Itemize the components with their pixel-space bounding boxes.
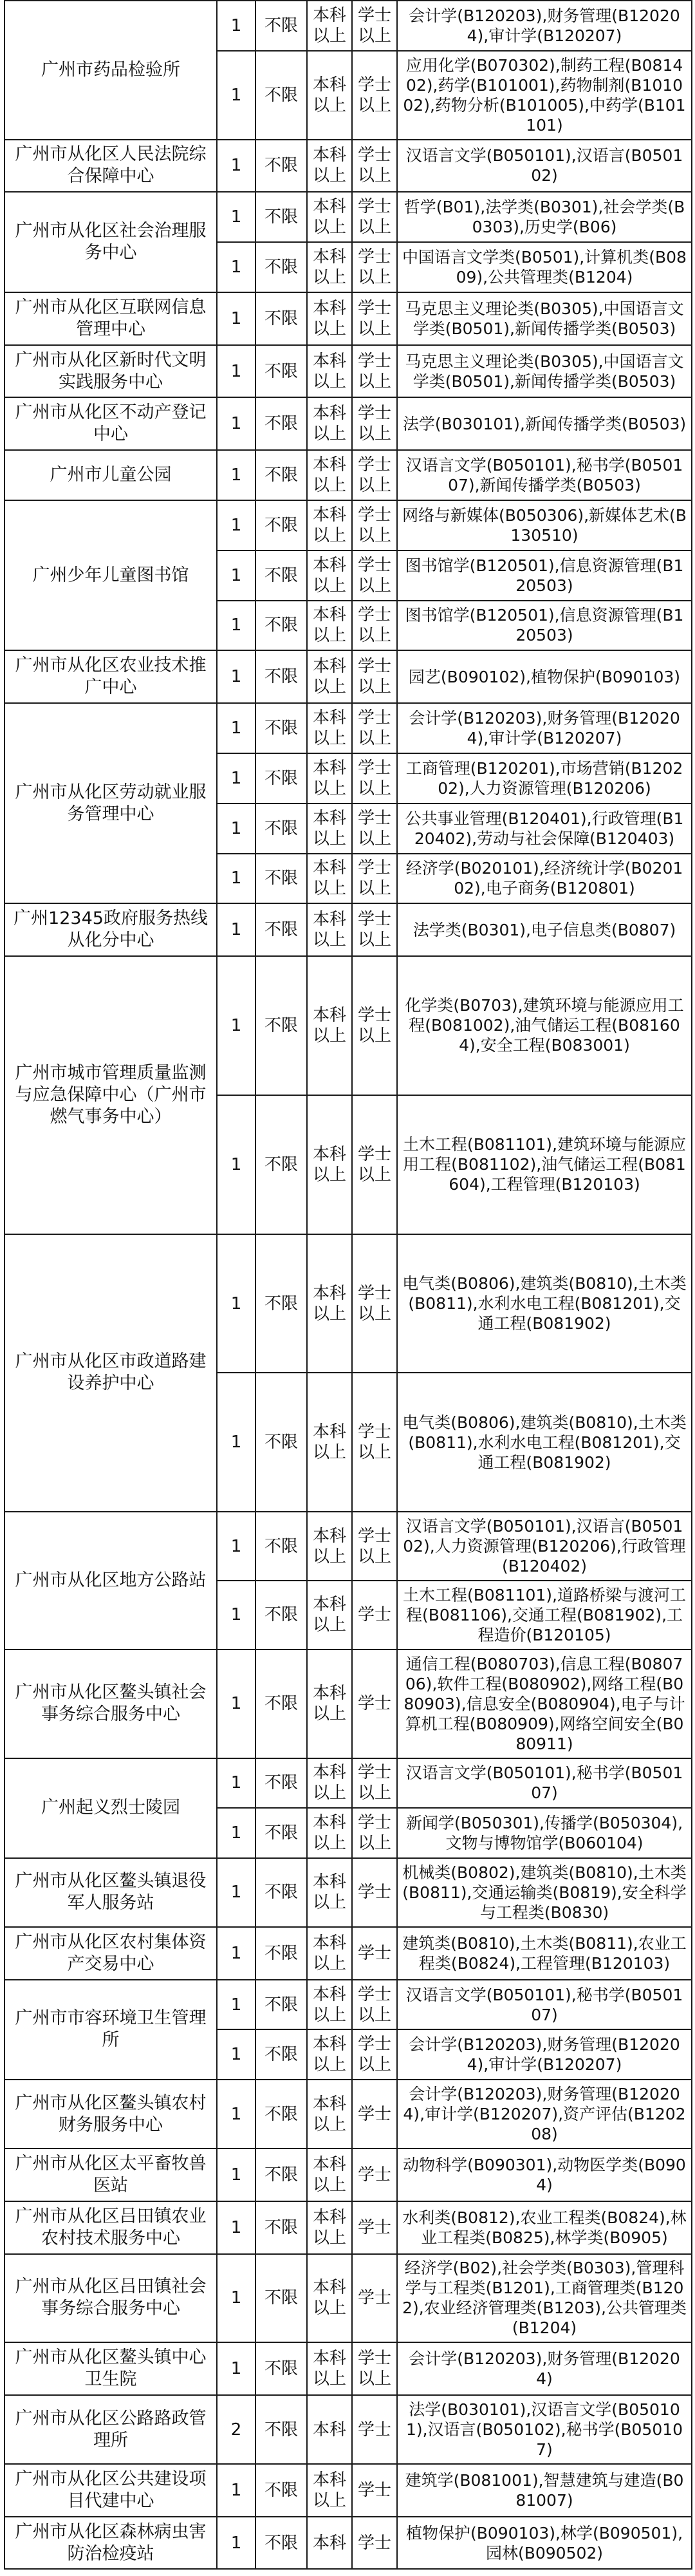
degree-cell: 学士 xyxy=(352,2148,397,2201)
org-name-cell: 广州市从化区不动产登记中心 xyxy=(5,397,217,450)
table-row xyxy=(5,450,692,500)
education-cell: 本科以上 xyxy=(307,1980,352,2030)
age-cell: 不限 xyxy=(255,753,307,804)
education-cell: 本科以上 xyxy=(307,703,352,753)
major-cell: 工商管理(B120201),市场营销(B120202),人力资源管理(B120206) xyxy=(397,753,692,804)
degree-cell: 学士以上 xyxy=(352,1234,397,1373)
quota-cell: 1 xyxy=(217,397,255,450)
quota-cell: 1 xyxy=(217,140,255,193)
age-cell: 不限 xyxy=(255,450,307,500)
degree-cell: 学士以上 xyxy=(352,753,397,804)
quota-cell: 1 xyxy=(217,703,255,753)
major-cell: 化学类(B0703),建筑环境与能源应用工程(B081002),油气储运工程(B081604),安全工程(B083001) xyxy=(397,956,692,1095)
education-cell: 本科以上 xyxy=(307,1373,352,1512)
quota-cell: 1 xyxy=(217,2342,255,2395)
table-row xyxy=(5,903,692,956)
major-cell: 经济学(B02),社会学类(B0303),管理科学与工程类(B1201),工商管理类(B1202),农业经济管理类(B1203),公共管理类(B1204) xyxy=(397,2254,692,2343)
degree-cell: 学士以上 xyxy=(352,397,397,450)
org-name-cell: 广州市从化区劳动就业服务管理中心 xyxy=(5,703,217,903)
education-cell: 本科以上 xyxy=(307,192,352,242)
degree-cell: 学士以上 xyxy=(352,1095,397,1234)
quota-cell: 2 xyxy=(217,2395,255,2464)
org-name-cell: 广州市从化区森林病虫害防治检疫站 xyxy=(5,2517,217,2570)
degree-cell: 学士以上 xyxy=(352,650,397,703)
education-cell: 本科以上 xyxy=(307,242,352,292)
major-cell: 通信工程(B080703),信息工程(B080706),软件工程(B080902),网络工程(B080903),信息安全(B080904),电子与计算机工程(B080909),网络空间安全(B080911) xyxy=(397,1650,692,1758)
table-row xyxy=(5,2342,692,2395)
age-cell: 不限 xyxy=(255,2029,307,2080)
table-row xyxy=(5,1650,692,1758)
table-row xyxy=(5,140,692,193)
quota-cell: 1 xyxy=(217,345,255,398)
table-row xyxy=(5,1234,692,1373)
org-name-cell: 广州市从化区社会治理服务中心 xyxy=(5,192,217,292)
quota-cell: 1 xyxy=(217,192,255,242)
org-name-cell: 广州市市容环境卫生管理所 xyxy=(5,1980,217,2080)
table-row xyxy=(5,500,692,550)
quota-cell: 1 xyxy=(217,1373,255,1512)
major-cell: 经济学(B020101),经济统计学(B020102),电子商务(B120801) xyxy=(397,854,692,904)
major-cell: 会计学(B120203),财务管理(B120204) xyxy=(397,2342,692,2395)
org-name-cell: 广州市从化区互联网信息管理中心 xyxy=(5,292,217,345)
degree-cell: 学士 xyxy=(352,2080,397,2148)
quota-cell: 1 xyxy=(217,1581,255,1650)
degree-cell: 学士 xyxy=(352,2517,397,2570)
quota-cell: 1 xyxy=(217,2254,255,2343)
org-name-cell: 广州市从化区吕田镇社会事务综合服务中心 xyxy=(5,2254,217,2343)
quota-cell: 1 xyxy=(217,500,255,550)
age-cell: 不限 xyxy=(255,2080,307,2148)
major-cell: 法学(B030101),汉语言文学(B050101),汉语言(B050102),秘书学(B050107) xyxy=(397,2395,692,2464)
table-row xyxy=(5,397,692,450)
table-row xyxy=(5,192,692,242)
degree-cell: 学士 xyxy=(352,1650,397,1758)
age-cell: 不限 xyxy=(255,1373,307,1512)
degree-cell: 学士以上 xyxy=(352,1808,397,1858)
education-cell: 本科以上 xyxy=(307,903,352,956)
quota-cell: 1 xyxy=(217,1808,255,1858)
org-name-cell: 广州市从化区人民法院综合保障中心 xyxy=(5,140,217,193)
table-row xyxy=(5,1927,692,1980)
org-name-cell: 广州市从化区农业技术推广中心 xyxy=(5,650,217,703)
major-cell: 公共事业管理(B120401),行政管理(B120402),劳动与社会保障(B120403) xyxy=(397,804,692,854)
degree-cell: 学士以上 xyxy=(352,192,397,242)
major-cell: 会计学(B120203),财务管理(B120204),审计学(B120207) xyxy=(397,2029,692,2080)
degree-cell: 学士以上 xyxy=(352,1512,397,1581)
quota-cell: 1 xyxy=(217,903,255,956)
age-cell: 不限 xyxy=(255,550,307,601)
major-cell: 会计学(B120203),财务管理(B120204),审计学(B120207) xyxy=(397,1,692,51)
age-cell: 不限 xyxy=(255,1095,307,1234)
age-cell: 不限 xyxy=(255,1758,307,1809)
quota-cell: 1 xyxy=(217,1650,255,1758)
education-cell: 本科以上 xyxy=(307,292,352,345)
education-cell: 本科以上 xyxy=(307,1095,352,1234)
major-cell: 法学(B030101),新闻传播学类(B0503) xyxy=(397,397,692,450)
org-name-cell: 广州市从化区地方公路站 xyxy=(5,1512,217,1650)
org-name-cell: 广州市从化区太平畜牧兽医站 xyxy=(5,2148,217,2201)
major-cell: 电气类(B0806),建筑类(B0810),土木类(B0811),水利水电工程(B081201),交通工程(B081902) xyxy=(397,1373,692,1512)
quota-cell: 1 xyxy=(217,1858,255,1927)
degree-cell: 学士以上 xyxy=(352,345,397,398)
degree-cell: 学士 xyxy=(352,1581,397,1650)
quota-cell: 1 xyxy=(217,650,255,703)
degree-cell: 学士以上 xyxy=(352,956,397,1095)
education-cell: 本科以上 xyxy=(307,2029,352,2080)
age-cell: 不限 xyxy=(255,903,307,956)
quota-cell: 1 xyxy=(217,1758,255,1809)
age-cell: 不限 xyxy=(255,292,307,345)
degree-cell: 学士以上 xyxy=(352,292,397,345)
major-cell: 马克思主义理论类(B0305),中国语言文学类(B0501),新闻传播学类(B0503) xyxy=(397,345,692,398)
degree-cell: 学士以上 xyxy=(352,1980,397,2030)
age-cell: 不限 xyxy=(255,1650,307,1758)
education-cell: 本科以上 xyxy=(307,2080,352,2148)
degree-cell: 学士以上 xyxy=(352,804,397,854)
degree-cell: 学士以上 xyxy=(352,703,397,753)
major-cell: 网络与新媒体(B050306),新媒体艺术(B130510) xyxy=(397,500,692,550)
major-cell: 法学类(B0301),电子信息类(B0807) xyxy=(397,903,692,956)
education-cell: 本科以上 xyxy=(307,345,352,398)
degree-cell: 学士 xyxy=(352,2254,397,2343)
age-cell: 不限 xyxy=(255,51,307,140)
quota-cell: 1 xyxy=(217,956,255,1095)
degree-cell: 学士以上 xyxy=(352,550,397,601)
quota-cell: 1 xyxy=(217,2148,255,2201)
quota-cell: 1 xyxy=(217,1,255,51)
table-row xyxy=(5,2254,692,2343)
education-cell: 本科以上 xyxy=(307,500,352,550)
age-cell: 不限 xyxy=(255,2517,307,2570)
education-cell: 本科以上 xyxy=(307,1650,352,1758)
quota-cell: 1 xyxy=(217,242,255,292)
education-cell: 本科以上 xyxy=(307,550,352,601)
major-cell: 电气类(B0806),建筑类(B0810),土木类(B0811),水利水电工程(B081201),交通工程(B081902) xyxy=(397,1234,692,1373)
org-name-cell: 广州市从化区鳌头镇中心卫生院 xyxy=(5,2342,217,2395)
age-cell: 不限 xyxy=(255,192,307,242)
org-name-cell: 广州市从化区市政道路建设养护中心 xyxy=(5,1234,217,1512)
quota-cell: 1 xyxy=(217,804,255,854)
education-cell: 本科以上 xyxy=(307,397,352,450)
org-name-cell: 广州市从化区鳌头镇退役军人服务站 xyxy=(5,1858,217,1927)
org-name-cell: 广州市从化区公路路政管理所 xyxy=(5,2395,217,2464)
table-body xyxy=(5,1,692,2569)
major-cell: 土木工程(B081101),道路桥梁与渡河工程(B081106),交通工程(B081902),工程造价(B120105) xyxy=(397,1581,692,1650)
major-cell: 新闻学(B050301),传播学(B050304),文物与博物馆学(B060104) xyxy=(397,1808,692,1858)
education-cell: 本科以上 xyxy=(307,140,352,193)
table-row xyxy=(5,345,692,398)
quota-cell: 1 xyxy=(217,2029,255,2080)
age-cell: 不限 xyxy=(255,1858,307,1927)
education-cell: 本科以上 xyxy=(307,1,352,51)
major-cell: 机械类(B0802),建筑类(B0810),土木类(B0811),交通运输类(B0819),安全科学与工程类(B0830) xyxy=(397,1858,692,1927)
degree-cell: 学士以上 xyxy=(352,903,397,956)
age-cell: 不限 xyxy=(255,345,307,398)
age-cell: 不限 xyxy=(255,1927,307,1980)
table-row xyxy=(5,292,692,345)
quota-cell: 1 xyxy=(217,854,255,904)
org-name-cell: 广州少年儿童图书馆 xyxy=(5,500,217,650)
major-cell: 汉语言文学(B050101),秘书学(B050107) xyxy=(397,1758,692,1809)
major-cell: 汉语言文学(B050101),汉语言(B050102) xyxy=(397,140,692,193)
age-cell: 不限 xyxy=(255,2342,307,2395)
education-cell: 本科以上 xyxy=(307,650,352,703)
major-cell: 汉语言文学(B050101),秘书学(B050107) xyxy=(397,1980,692,2030)
org-name-cell: 广州市从化区农村集体资产交易中心 xyxy=(5,1927,217,1980)
age-cell: 不限 xyxy=(255,242,307,292)
degree-cell: 学士以上 xyxy=(352,601,397,651)
table-row xyxy=(5,1858,692,1927)
education-cell: 本科以上 xyxy=(307,2342,352,2395)
degree-cell: 学士以上 xyxy=(352,51,397,140)
age-cell: 不限 xyxy=(255,1980,307,2030)
org-name-cell: 广州市从化区新时代文明实践服务中心 xyxy=(5,345,217,398)
age-cell: 不限 xyxy=(255,956,307,1095)
major-cell: 中国语言文学类(B0501),计算机类(B0809),公共管理类(B1204) xyxy=(397,242,692,292)
age-cell: 不限 xyxy=(255,2148,307,2201)
table-row xyxy=(5,2464,692,2517)
quota-cell: 1 xyxy=(217,2464,255,2517)
degree-cell: 学士以上 xyxy=(352,450,397,500)
age-cell: 不限 xyxy=(255,601,307,651)
education-cell: 本科以上 xyxy=(307,1581,352,1650)
major-cell: 园艺(B090102),植物保护(B090103) xyxy=(397,650,692,703)
table-row xyxy=(5,2517,692,2570)
org-name-cell: 广州市从化区鳌头镇农村财务服务中心 xyxy=(5,2080,217,2148)
degree-cell: 学士以上 xyxy=(352,1373,397,1512)
education-cell: 本科以上 xyxy=(307,804,352,854)
education-cell: 本科以上 xyxy=(307,601,352,651)
degree-cell: 学士以上 xyxy=(352,1758,397,1809)
quota-cell: 1 xyxy=(217,601,255,651)
education-cell: 本科以上 xyxy=(307,956,352,1095)
degree-cell: 学士以上 xyxy=(352,2342,397,2395)
major-cell: 动物科学(B090301),动物医学类(B0904) xyxy=(397,2148,692,2201)
major-cell: 马克思主义理论类(B0305),中国语言文学类(B0501),新闻传播学类(B0503) xyxy=(397,292,692,345)
age-cell: 不限 xyxy=(255,397,307,450)
quota-cell: 1 xyxy=(217,1980,255,2030)
degree-cell: 学士 xyxy=(352,2395,397,2464)
degree-cell: 学士以上 xyxy=(352,2029,397,2080)
age-cell: 不限 xyxy=(255,1,307,51)
quota-cell: 1 xyxy=(217,2080,255,2148)
table-row xyxy=(5,1512,692,1581)
major-cell: 汉语言文学(B050101),秘书学(B050107),新闻传播学类(B0503) xyxy=(397,450,692,500)
org-name-cell: 广州市从化区公共建设项目代建中心 xyxy=(5,2464,217,2517)
degree-cell: 学士以上 xyxy=(352,854,397,904)
quota-cell: 1 xyxy=(217,2201,255,2254)
age-cell: 不限 xyxy=(255,1512,307,1581)
age-cell: 不限 xyxy=(255,2395,307,2464)
age-cell: 不限 xyxy=(255,1234,307,1373)
education-cell: 本科以上 xyxy=(307,1234,352,1373)
table-row xyxy=(5,2395,692,2464)
education-cell: 本科以上 xyxy=(307,753,352,804)
quota-cell: 1 xyxy=(217,753,255,804)
org-name-cell: 广州市药品检验所 xyxy=(5,1,217,140)
major-cell: 建筑类(B0810),土木类(B0811),农业工程类(B0824),工程管理(B120103) xyxy=(397,1927,692,1980)
age-cell: 不限 xyxy=(255,650,307,703)
quota-cell: 1 xyxy=(217,1234,255,1373)
age-cell: 不限 xyxy=(255,500,307,550)
age-cell: 不限 xyxy=(255,1581,307,1650)
education-cell: 本科以上 xyxy=(307,1808,352,1858)
major-cell: 水利类(B0812),农业工程类(B0824),林业工程类(B0825),林学类(B0905) xyxy=(397,2201,692,2254)
major-cell: 哲学(B01),法学类(B0301),社会学类(B0303),历史学(B06) xyxy=(397,192,692,242)
recruitment-table xyxy=(4,0,692,2570)
major-cell: 土木工程(B081101),建筑环境与能源应用工程(B081102),油气储运工程(B081604),工程管理(B120103) xyxy=(397,1095,692,1234)
degree-cell: 学士 xyxy=(352,2201,397,2254)
org-name-cell: 广州市从化区鳌头镇社会事务综合服务中心 xyxy=(5,1650,217,1758)
major-cell: 图书馆学(B120501),信息资源管理(B120503) xyxy=(397,550,692,601)
quota-cell: 1 xyxy=(217,550,255,601)
quota-cell: 1 xyxy=(217,1512,255,1581)
major-cell: 会计学(B120203),财务管理(B120204),审计学(B120207) xyxy=(397,703,692,753)
org-name-cell: 广州起义烈士陵园 xyxy=(5,1758,217,1859)
table-row xyxy=(5,1,692,51)
table-row xyxy=(5,703,692,753)
age-cell: 不限 xyxy=(255,140,307,193)
quota-cell: 1 xyxy=(217,2517,255,2570)
table-row xyxy=(5,2080,692,2148)
org-name-cell: 广州12345政府服务热线从化分中心 xyxy=(5,903,217,956)
org-name-cell: 广州市城市管理质量监测与应急保障中心（广州市燃气事务中心） xyxy=(5,956,217,1234)
education-cell: 本科以上 xyxy=(307,2201,352,2254)
degree-cell: 学士 xyxy=(352,1858,397,1927)
quota-cell: 1 xyxy=(217,292,255,345)
table-row xyxy=(5,2201,692,2254)
education-cell: 本科以上 xyxy=(307,1858,352,1927)
age-cell: 不限 xyxy=(255,854,307,904)
age-cell: 不限 xyxy=(255,2464,307,2517)
age-cell: 不限 xyxy=(255,804,307,854)
quota-cell: 1 xyxy=(217,51,255,140)
education-cell: 本科 xyxy=(307,2517,352,2570)
org-name-cell: 广州市从化区吕田镇农业农村技术服务中心 xyxy=(5,2201,217,2254)
degree-cell: 学士以上 xyxy=(352,500,397,550)
table-row xyxy=(5,1980,692,2030)
age-cell: 不限 xyxy=(255,2201,307,2254)
quota-cell: 1 xyxy=(217,450,255,500)
education-cell: 本科以上 xyxy=(307,51,352,140)
age-cell: 不限 xyxy=(255,703,307,753)
degree-cell: 学士以上 xyxy=(352,140,397,193)
degree-cell: 学士 xyxy=(352,1927,397,1980)
education-cell: 本科以上 xyxy=(307,450,352,500)
education-cell: 本科以上 xyxy=(307,1927,352,1980)
table-row xyxy=(5,1758,692,1809)
major-cell: 图书馆学(B120501),信息资源管理(B120503) xyxy=(397,601,692,651)
table-row xyxy=(5,650,692,703)
education-cell: 本科以上 xyxy=(307,1512,352,1581)
table-row xyxy=(5,2148,692,2201)
major-cell: 应用化学(B070302),制药工程(B081402),药学(B101001),药物制剂(B101002),药物分析(B101005),中药学(B101101) xyxy=(397,51,692,140)
education-cell: 本科以上 xyxy=(307,2254,352,2343)
education-cell: 本科 xyxy=(307,2395,352,2464)
education-cell: 本科以上 xyxy=(307,1758,352,1809)
major-cell: 汉语言文学(B050101),汉语言(B050102),人力资源管理(B120206),行政管理(B120402) xyxy=(397,1512,692,1581)
age-cell: 不限 xyxy=(255,1808,307,1858)
education-cell: 本科以上 xyxy=(307,2148,352,2201)
degree-cell: 学士 xyxy=(352,2464,397,2517)
quota-cell: 1 xyxy=(217,1927,255,1980)
major-cell: 植物保护(B090103),林学(B090501),园林(B090502) xyxy=(397,2517,692,2570)
major-cell: 会计学(B120203),财务管理(B120204),审计学(B120207),资产评估(B120208) xyxy=(397,2080,692,2148)
degree-cell: 学士以上 xyxy=(352,1,397,51)
degree-cell: 学士以上 xyxy=(352,242,397,292)
quota-cell: 1 xyxy=(217,1095,255,1234)
org-name-cell: 广州市儿童公园 xyxy=(5,450,217,500)
education-cell: 本科以上 xyxy=(307,854,352,904)
education-cell: 本科以上 xyxy=(307,2464,352,2517)
major-cell: 建筑学(B081001),智慧建筑与建造(B081007) xyxy=(397,2464,692,2517)
table-row xyxy=(5,956,692,1095)
age-cell: 不限 xyxy=(255,2254,307,2343)
